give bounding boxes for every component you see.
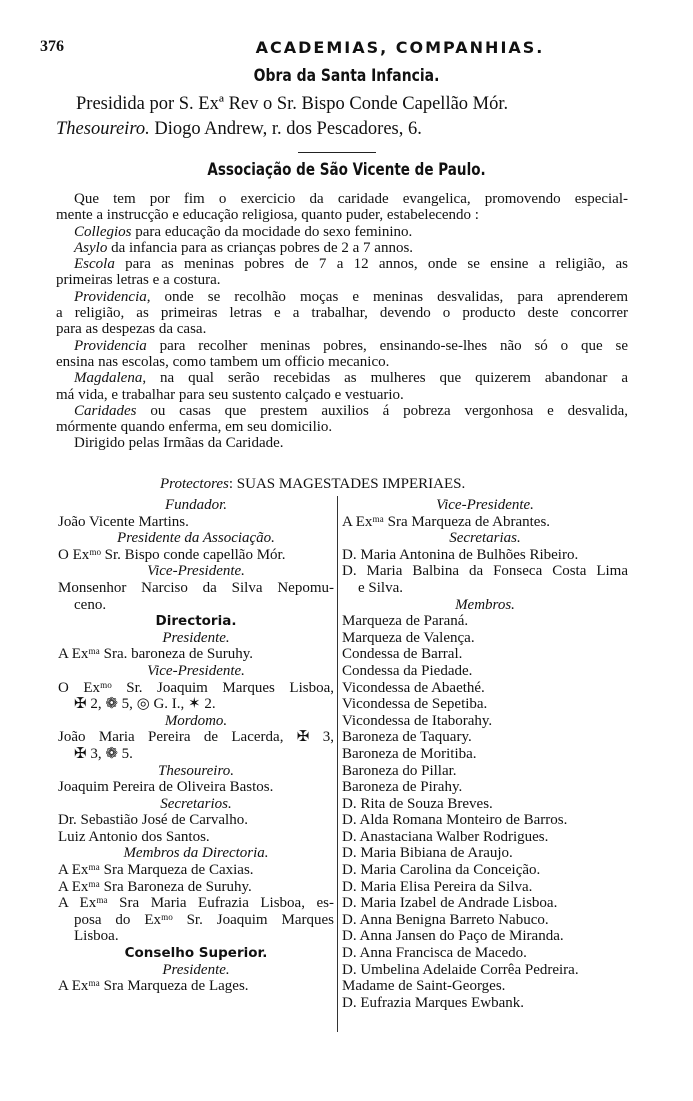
column-entry: Condessa de Barral.	[342, 646, 463, 663]
column-entry: D. Maria Carolina da Conceição.	[342, 862, 541, 879]
paragraph-text: Que tem por fim o exercicio da caridade evangelica, promovendo especial-	[74, 191, 628, 207]
column-heading: Presidente.	[162, 961, 230, 978]
paragraph-italic-term: Providencia	[74, 288, 147, 305]
column-heading: Mordomo.	[164, 712, 228, 729]
paragraph-italic-term: Caridades	[74, 402, 137, 419]
column-entry-continuation: e Silva.	[358, 579, 403, 596]
page-number: 376	[40, 38, 64, 55]
paragraph-text: mórmente quando enferma, em seu domicilio.	[56, 419, 333, 436]
column-heading: Presidente.	[162, 629, 230, 646]
paragraph-text: , onde se recolhão moças e meninas desvalidas, para aprenderem	[146, 288, 628, 305]
column-entry: Dr. Sebastião José de Carvalho.	[58, 812, 248, 829]
paragraph-text: má vida, e trabalhar para seu sustento calçado e vestuario.	[56, 386, 404, 403]
column-entry: D. Eufrazia Marques Ewbank.	[342, 994, 525, 1011]
column-entry: O Exᵐᵒ Sr. Joaquim Marques Lisboa,	[58, 679, 334, 696]
column-entry: D. Anastaciana Walber Rodrigues.	[342, 828, 549, 845]
protectors-label: Protectores	[160, 476, 229, 492]
paragraph-italic-term: Escola	[74, 256, 115, 273]
column-heading: Vice-Presidente.	[147, 662, 245, 679]
column-entry: D. Anna Benigna Barreto Nabuco.	[342, 911, 549, 928]
column-entry: Luiz Antonio dos Santos.	[58, 828, 210, 845]
paragraph-text: para recolher meninas pobres, ensinando-se-lhes não só o que se	[146, 337, 628, 354]
column-entry: Marqueza de Valença.	[342, 629, 475, 646]
paragraph-line	[56, 419, 628, 435]
column-heading: Secretarias.	[449, 530, 521, 547]
column-entry: Marqueza de Paraná.	[342, 613, 469, 630]
paragraph-italic-term: Collegios	[74, 223, 132, 240]
column-heading: Thesoureiro.	[158, 762, 234, 779]
column-divider	[337, 496, 338, 1032]
running-header	[40, 38, 660, 60]
paragraph-line	[56, 207, 628, 223]
paragraph-line	[56, 435, 628, 451]
column-entry-continuation: Lisboa.	[74, 928, 119, 945]
column-heading: Vice-Presidente.	[147, 563, 245, 580]
column-entry: Baroneza de Moritiba.	[342, 745, 477, 762]
paragraph-line	[56, 370, 628, 386]
paragraph-line	[56, 354, 628, 370]
right-column	[342, 497, 628, 1011]
column-entry: D. Maria Balbina da Fonseca Costa Lima	[342, 563, 628, 580]
obra-treasurer-text: Diogo Andrew, r. dos Pescadores, 6.	[149, 119, 422, 139]
column-heading: Fundador.	[164, 497, 228, 513]
section-title-obra: Obra da Santa Infancia.	[253, 66, 440, 86]
column-entry: João Vicente Martins.	[58, 513, 189, 530]
column-entry-continuation: posa do Exᵐᵒ Sr. Joaquim Marques	[74, 911, 334, 928]
column-entry: Baroneza do Pillar.	[342, 762, 457, 779]
column-heading: Secretarios.	[160, 795, 232, 812]
paragraph-line	[56, 272, 628, 288]
paragraph-text: primeiras letras e a costura.	[56, 272, 221, 289]
column-entry: A Exᵐᵃ Sra Marqueza de Abrantes.	[342, 513, 551, 530]
paragraph-italic-term: Asylo	[74, 239, 108, 256]
paragraph-line	[56, 338, 628, 354]
paragraph-line	[56, 289, 628, 305]
column-entry: Condessa da Piedade.	[342, 662, 473, 679]
column-entry: D. Umbelina Adelaide Corrêa Pedreira.	[342, 961, 579, 978]
column-entry: Madame de Saint-Georges.	[342, 978, 506, 995]
paragraph-line	[56, 321, 628, 337]
paragraph-italic-term: Magdalena	[74, 370, 143, 387]
paragraph-line	[56, 240, 628, 256]
column-entry: Vicondessa de Abaethé.	[342, 679, 485, 696]
paragraph-line	[56, 403, 628, 419]
column-entry-continuation: ceno.	[74, 596, 107, 613]
column-entry: Monsenhor Narciso da Silva Nepomu-	[58, 579, 334, 596]
column-entry: Joaquim Pereira de Oliveira Bastos.	[58, 779, 274, 796]
column-entry: O Exᵐᵒ Sr. Bispo conde capellão Mór.	[58, 546, 286, 563]
associacao-paragraph	[56, 191, 628, 452]
paragraph-line	[56, 256, 628, 272]
column-heading: Presidente da Associação.	[117, 530, 275, 547]
column-heading: Membros.	[455, 596, 515, 613]
column-entry: D. Maria Izabel de Andrade Lisboa.	[342, 895, 558, 912]
column-entry: D. Rita de Souza Breves.	[342, 795, 493, 812]
column-section-heading: Conselho Superior.	[124, 945, 268, 962]
column-entry: João Maria Pereira de Lacerda, ✠ 3,	[58, 729, 334, 746]
paragraph-line	[56, 387, 628, 403]
paragraph-text: da infancia para as crianças pobres de 2 a 7 annos.	[107, 239, 414, 256]
left-column	[58, 497, 334, 995]
running-title: ACADEMIAS, COMPANHIAS.	[255, 38, 545, 57]
paragraph-line	[56, 305, 628, 321]
column-entry: A Exᵐᵃ Sra Baroneza de Suruhy.	[58, 878, 252, 895]
column-entry: D. Anna Francisca de Macedo.	[342, 945, 527, 962]
column-entry: Vicondessa de Sepetiba.	[342, 696, 488, 713]
obra-president-line: Presidida por S. Exª Rev o Sr. Bispo Conde Capellão Mór.	[76, 94, 509, 114]
paragraph-text: ensina nas escolas, como tambem um officio mecanico.	[56, 353, 390, 370]
paragraph-text: Dirigido pelas Irmãas da Caridade.	[74, 435, 284, 452]
paragraph-line	[56, 191, 628, 207]
column-heading: Vice-Presidente.	[436, 497, 534, 513]
protectors-text: : SUAS MAGESTADES IMPERIAES.	[228, 476, 466, 492]
column-entry: A Exᵐᵃ Sra Maria Eufrazia Lisboa, es-	[58, 895, 334, 912]
obra-treasurer-label: Thesoureiro.	[56, 119, 150, 139]
column-entry: A Exᵐᵃ Sra Marqueza de Caxias.	[58, 862, 254, 879]
column-entry: A Exᵐᵃ Sra Marqueza de Lages.	[58, 978, 249, 995]
paragraph-text: a religião, as primeiras letras e a trabalhar, devendo o producto deste concorrer	[56, 305, 628, 322]
column-entry: D. Anna Jansen do Paço de Miranda.	[342, 928, 564, 945]
paragraph-text: mente a instrucção e educação religiosa, quanto puder, estabelecendo :	[56, 207, 479, 224]
section-title-associacao: Associação de São Vicente de Paulo.	[207, 160, 486, 179]
column-entry: Baroneza de Taquary.	[342, 729, 472, 746]
column-entry-continuation: ✠ 2, ❁ 5, ◎ G. I., ✶ 2.	[74, 696, 216, 713]
obra-treasurer-line	[56, 119, 422, 140]
column-entry: Vicondessa de Itaborahy.	[342, 712, 493, 729]
column-entry: Baroneza de Pirahy.	[342, 779, 463, 796]
column-entry: D. Alda Romana Monteiro de Barros.	[342, 812, 568, 829]
column-entry-continuation: ✠ 3, ❁ 5.	[74, 745, 133, 762]
paragraph-text: para educação da mocidade do sexo feminino.	[131, 223, 413, 240]
paragraph-text: ou casas que prestem auxilios á pobreza vergonhosa e desvalida,	[136, 402, 628, 419]
paragraph-italic-term: Providencia	[74, 337, 147, 354]
column-entry: D. Maria Bibiana de Araujo.	[342, 845, 513, 862]
column-entry: D. Maria Elisa Pereira da Silva.	[342, 878, 533, 895]
paragraph-text: para as despezas da casa.	[56, 321, 207, 338]
column-heading: Membros da Directoria.	[123, 845, 269, 862]
protectors-line	[160, 476, 465, 493]
column-section-heading: Directoria.	[155, 613, 237, 630]
column-entry: A Exᵐᵃ Sra. baroneza de Suruhy.	[58, 646, 253, 663]
paragraph-text: , na qual serão recebidas as mulheres que quizerem abandonar a	[142, 370, 628, 387]
section-divider	[298, 152, 376, 153]
paragraph-line	[56, 224, 628, 240]
column-entry: D. Maria Antonina de Bulhões Ribeiro.	[342, 546, 579, 563]
paragraph-text: para as meninas pobres de 7 a 12 annos, onde se ensine a religião, as	[114, 256, 628, 273]
